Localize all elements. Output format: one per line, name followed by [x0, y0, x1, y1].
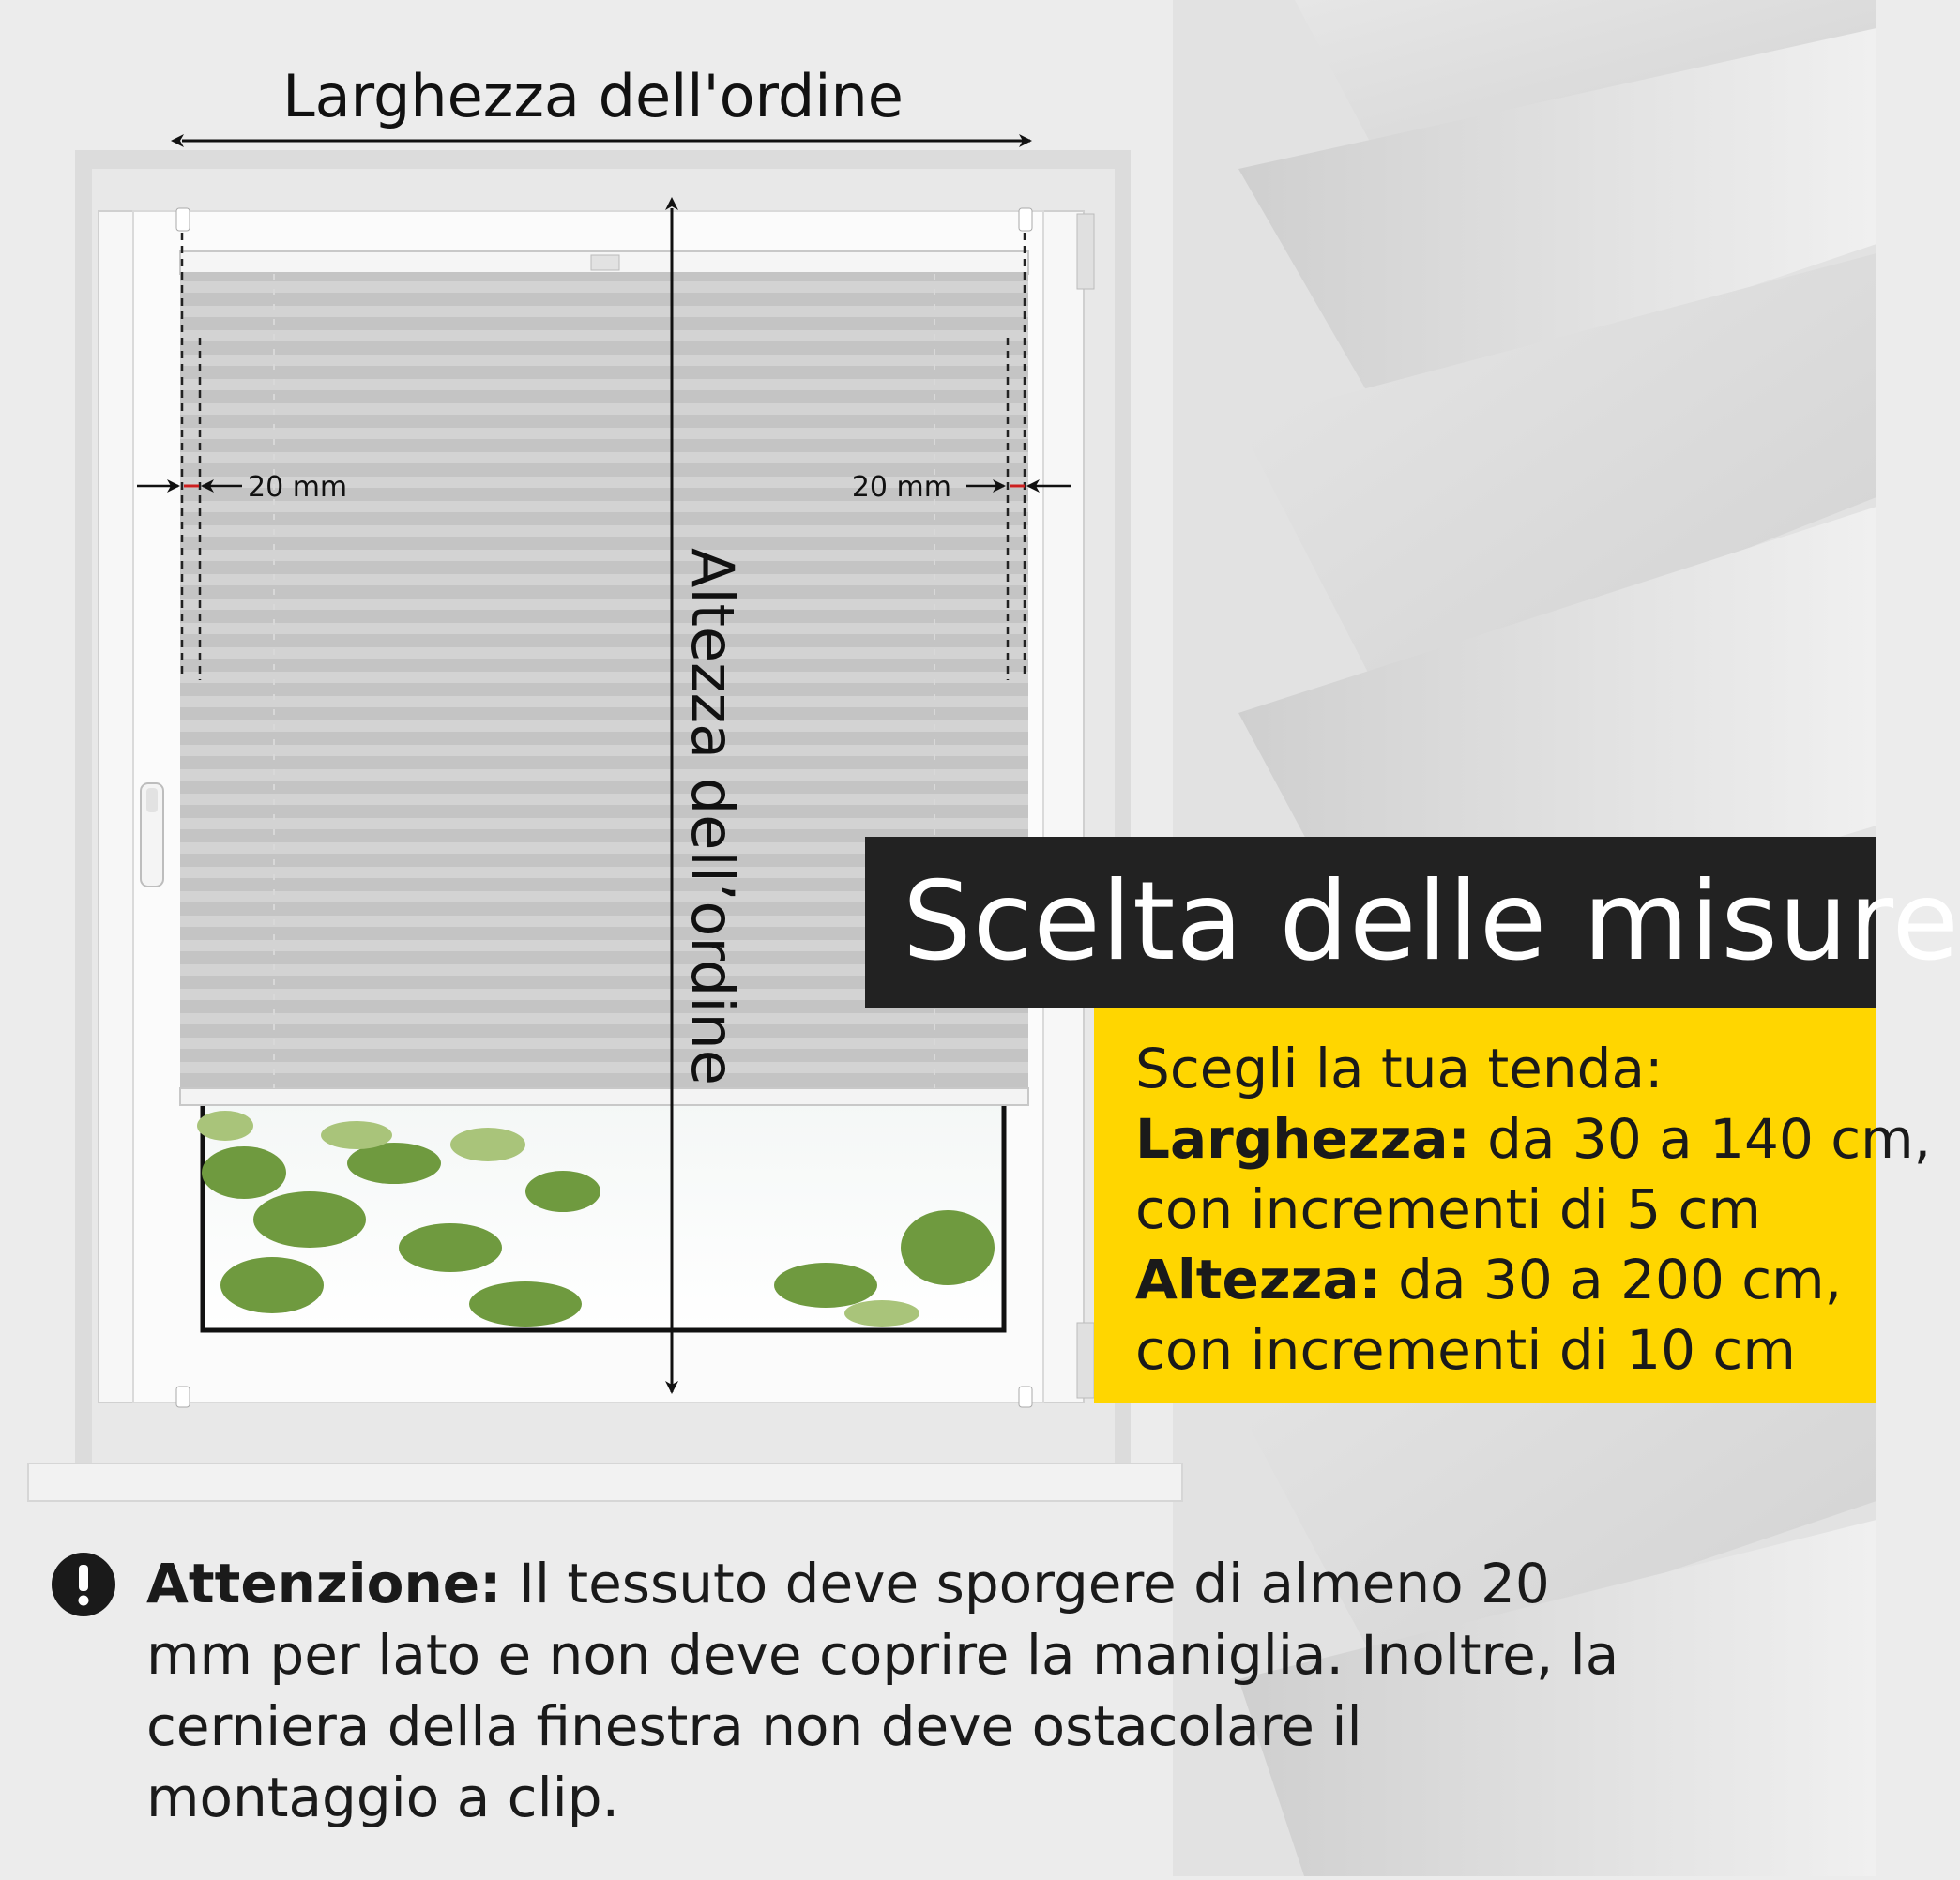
- pleat-stripe: [180, 428, 1028, 439]
- window-handle: [141, 783, 163, 887]
- pleat-stripe: [180, 403, 1028, 415]
- width-range-line: [1135, 1104, 1932, 1175]
- pleat-stripe: [180, 281, 1028, 293]
- height-label: Altezza dell’ordine: [678, 548, 747, 1085]
- pleat-stripe: [180, 574, 1028, 585]
- pleat-stripe: [180, 794, 1028, 805]
- height-key: Altezza:: [1135, 1248, 1381, 1311]
- margin-right-label: 20 mm: [851, 471, 951, 504]
- exclamation-icon: [51, 1552, 116, 1617]
- warning-key: Attenzione:: [146, 1552, 502, 1615]
- pleat-stripe: [180, 1013, 1028, 1024]
- width-key: Larghezza:: [1135, 1107, 1470, 1171]
- pleat-stripe: [180, 525, 1028, 537]
- pleat-stripe: [180, 379, 1028, 390]
- pleat-stripe: [180, 355, 1028, 366]
- width-range: da 30 a 140 cm,: [1487, 1107, 1932, 1171]
- pleat-stripe: [180, 306, 1028, 317]
- height-range: da 30 a 200 cm,: [1398, 1248, 1843, 1311]
- pleat-stripe: [180, 720, 1028, 732]
- width-label: Larghezza dell'ordine: [282, 62, 904, 130]
- warning-body: Il tessuto deve sporgere di almeno 20 mm per lato e non deve coprire la maniglia. Inoltre, la cerniera della finestra non deve ostacolare il montaggio a clip.: [146, 1552, 1619, 1829]
- pleat-stripe: [180, 1038, 1028, 1049]
- intro-line: Scegli la tua tenda:: [1135, 1037, 1664, 1100]
- pleat-stripe: [180, 696, 1028, 707]
- pleat-stripe: [180, 818, 1028, 829]
- height-range-line: [1135, 1245, 1876, 1315]
- width-dimension: [182, 62, 1030, 141]
- pleat-stripe: [180, 452, 1028, 463]
- pleat-stripe: [180, 672, 1028, 683]
- pleat-stripe: [180, 769, 1028, 781]
- pleat-stripe: [180, 745, 1028, 756]
- pleat-stripe: [180, 550, 1028, 561]
- pleat-stripe: [180, 1062, 1028, 1073]
- warning-text: [146, 1548, 1666, 1833]
- pleat-stripe: [180, 623, 1028, 634]
- width-step: con incrementi di 5 cm: [1135, 1177, 1761, 1241]
- pleat-stripe: [180, 647, 1028, 659]
- height-step: con incrementi di 10 cm: [1135, 1318, 1796, 1382]
- pleat-stripe: [180, 599, 1028, 610]
- size-info-box: [1094, 1008, 1932, 1403]
- margin-left-label: 20 mm: [248, 471, 348, 504]
- panel-title: Scelta delle misure: [865, 837, 1876, 1008]
- pleat-stripe: [180, 330, 1028, 341]
- window-glass-view: [197, 1098, 1004, 1330]
